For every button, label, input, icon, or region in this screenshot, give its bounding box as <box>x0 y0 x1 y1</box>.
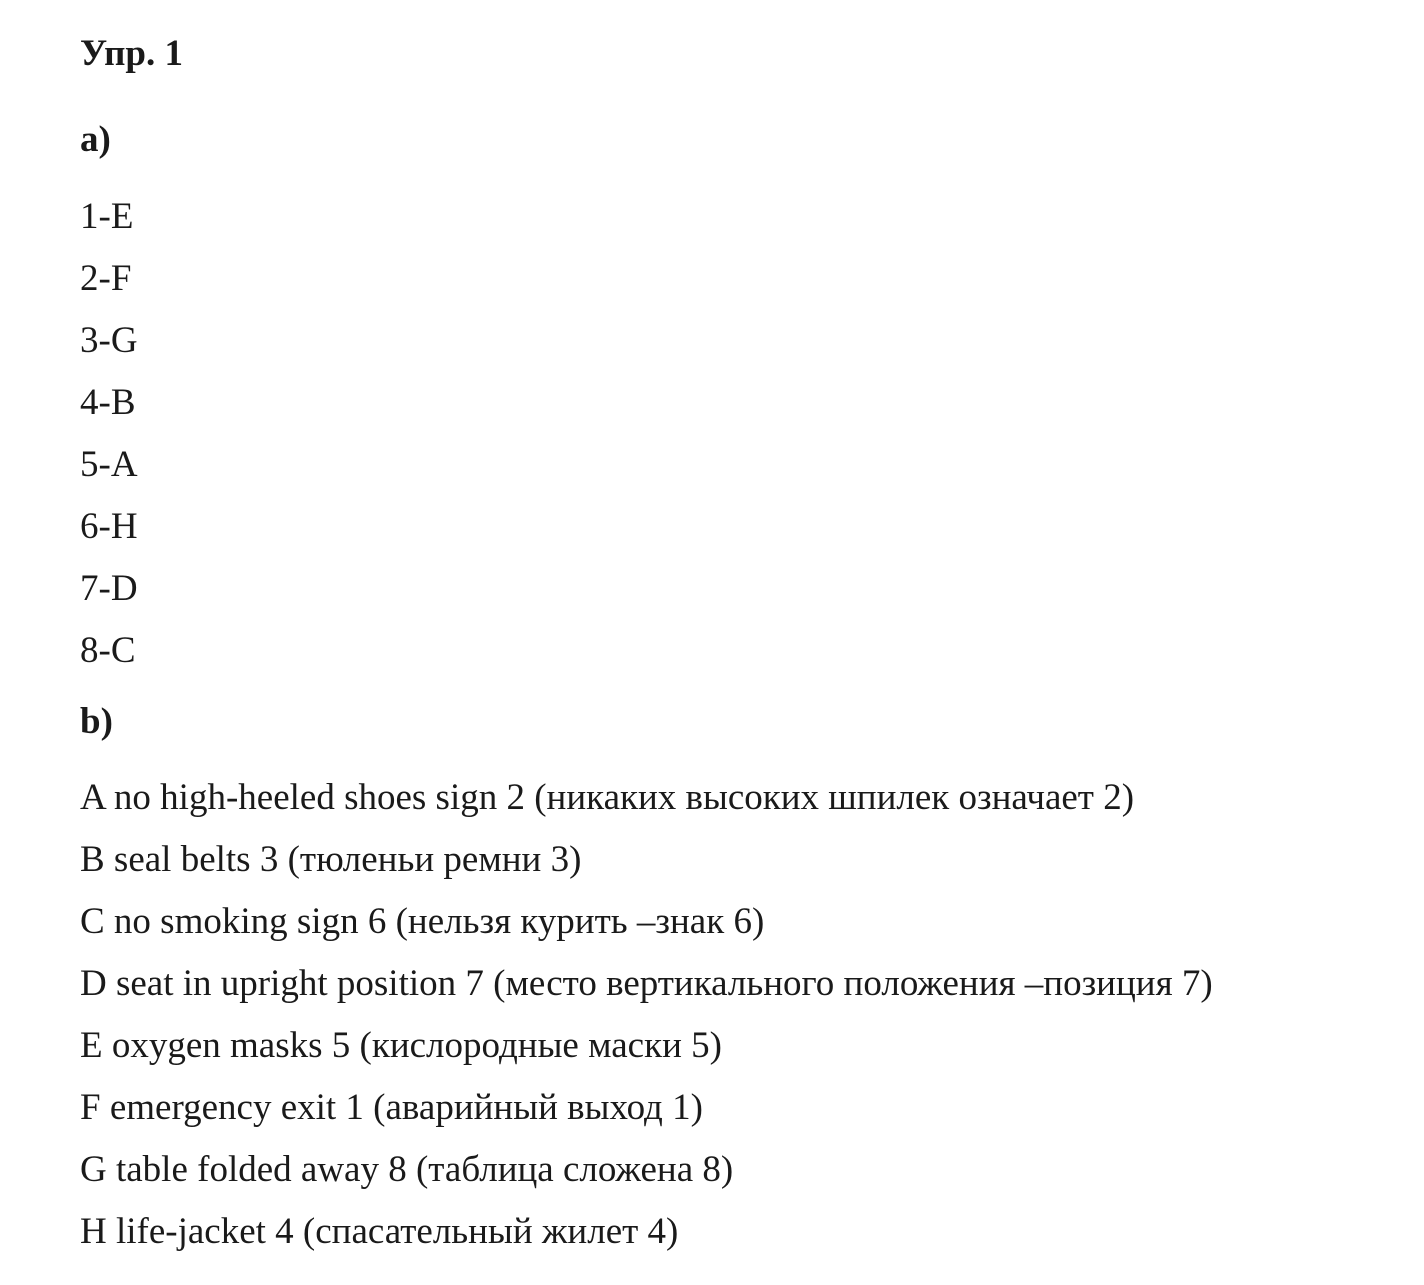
sign-line: C no smoking sign 6 (нельзя курить –знак 6) <box>80 901 765 942</box>
exercise-title: Упр. 1 <box>80 33 184 74</box>
answer-item: 8-C <box>80 630 136 671</box>
sign-line: B seal belts 3 (тюленьи ремни 3) <box>80 839 582 880</box>
answer-item: 3-G <box>80 320 138 361</box>
sign-line: F emergency exit 1 (аварийный выход 1) <box>80 1087 703 1128</box>
part-a-label: a) <box>80 119 111 160</box>
answer-item: 2-F <box>80 258 132 299</box>
part-a-answer-list <box>80 186 138 682</box>
sign-line: E oxygen masks 5 (кислородные маски 5) <box>80 1025 722 1066</box>
answer-item: 1-E <box>80 196 134 237</box>
document-page <box>80 0 1424 1285</box>
answer-item: 5-A <box>80 444 138 485</box>
answer-item: 4-B <box>80 382 136 423</box>
part-b-line-list <box>80 767 1213 1263</box>
sign-line: G table folded away 8 (таблица сложена 8) <box>80 1149 734 1190</box>
sign-line: H life-jacket 4 (спасательный жилет 4) <box>80 1211 679 1252</box>
sign-line: D seat in upright position 7 (место вертикального положения –позиция 7) <box>80 963 1213 1004</box>
answer-item: 7-D <box>80 568 138 609</box>
sign-line: A no high-heeled shoes sign 2 (никаких высоких шпилек означает 2) <box>80 777 1135 818</box>
part-b-label: b) <box>80 701 113 742</box>
answer-item: 6-H <box>80 506 138 547</box>
